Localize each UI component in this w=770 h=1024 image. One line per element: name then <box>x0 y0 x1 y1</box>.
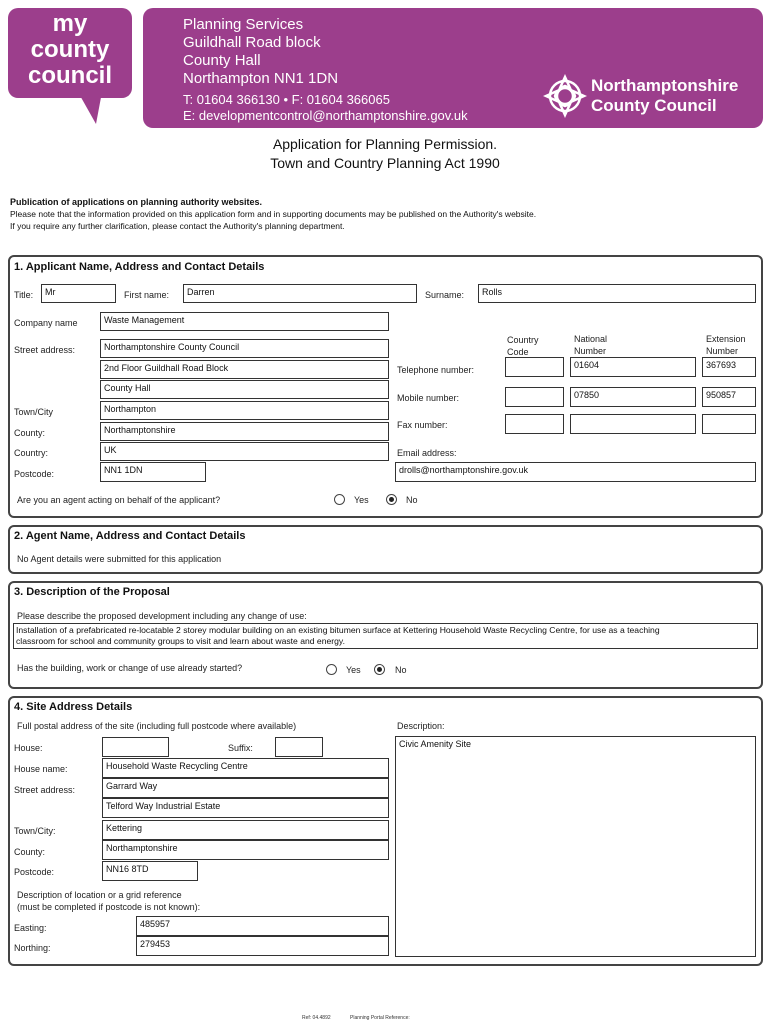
town-label: Town/City <box>14 407 54 417</box>
house-field[interactable] <box>102 737 169 757</box>
postcode-label: Postcode: <box>14 469 55 479</box>
started-question: Has the building, work or change of use already started? <box>17 663 243 673</box>
logo-text-line: my <box>52 10 88 37</box>
site-postcode-label: Postcode: <box>14 867 55 877</box>
first-name-label: First name: <box>124 290 170 300</box>
started-yes-label: Yes <box>346 665 361 675</box>
easting-label: Easting: <box>14 923 47 933</box>
site-description-field[interactable]: Civic Amenity Site <box>395 736 756 957</box>
section-title: 1. Applicant Name, Address and Contact Details <box>14 261 265 273</box>
house-name-field[interactable]: Household Waste Recycling Centre <box>102 758 389 778</box>
proposal-description-field[interactable] <box>13 623 758 649</box>
northing-field[interactable]: 279453 <box>136 936 389 956</box>
tel-country-field[interactable] <box>505 357 564 377</box>
agent-details-note: No Agent details were submitted for this application <box>17 554 222 564</box>
mob-national-field[interactable]: 07850 <box>570 387 696 407</box>
footer-ref: Ref: 04.4892 <box>302 1015 331 1021</box>
street-field[interactable]: County Hall <box>100 380 389 399</box>
title-field[interactable]: Mr <box>41 284 116 303</box>
site-street-label: Street address: <box>14 785 76 795</box>
fax-label: Fax number: <box>397 420 448 430</box>
started-yes-radio[interactable] <box>326 664 337 675</box>
fax-national-field[interactable] <box>570 414 696 434</box>
mobile-label: Mobile number: <box>397 393 460 403</box>
col-extension-number: Extension Number <box>706 334 746 356</box>
street-label: Street address: <box>14 345 76 355</box>
company-label: Company name <box>14 318 78 328</box>
suffix-label: Suffix: <box>228 743 253 753</box>
proposal-line: Installation of a prefabricated re-locatable 2 storey modular building on an existing bitumen surface at Kettering Household Waste Recycling Centre, for use as a teaching <box>16 625 660 635</box>
footer-portal-ref: Planning Portal Reference: <box>350 1015 410 1021</box>
fax-country-field[interactable] <box>505 414 564 434</box>
site-postcode-field[interactable]: NN16 8TD <box>102 861 198 881</box>
fax-extension-field[interactable] <box>702 414 756 434</box>
site-street-field[interactable]: Garrard Way <box>102 778 389 798</box>
contact-email: E: developmentcontrol@northamptonshire.gov.uk <box>183 108 468 123</box>
mob-country-field[interactable] <box>505 387 564 407</box>
notice-line: Please note that the information provided on this application form and in supporting documents may be published on the Authority's website. <box>10 209 537 219</box>
surname-label: Surname: <box>425 290 465 300</box>
address-line: Planning Services <box>183 16 304 33</box>
mob-extension-field[interactable]: 950857 <box>702 387 756 407</box>
first-name-field[interactable]: Darren <box>183 284 417 303</box>
easting-field[interactable]: 485957 <box>136 916 389 936</box>
tel-national-field[interactable]: 01604 <box>570 357 696 377</box>
agent-no-label: No <box>406 495 418 505</box>
logo-text-line: council <box>27 62 112 89</box>
title-label: Title: <box>14 290 34 300</box>
country-field[interactable]: UK <box>100 442 389 461</box>
house-label: House: <box>14 743 43 753</box>
email-field[interactable]: drolls@northamptonshire.gov.uk <box>395 462 756 482</box>
site-description-label: Description: <box>397 721 445 731</box>
tel-extension-field[interactable]: 367693 <box>702 357 756 377</box>
started-no-label: No <box>395 665 407 675</box>
phone-fax: T: 01604 366130 • F: 01604 366065 <box>183 92 390 107</box>
site-county-label: County: <box>14 847 46 857</box>
surname-field[interactable]: Rolls <box>478 284 756 303</box>
header-banner <box>143 8 763 128</box>
form-subtitle: Town and Country Planning Act 1990 <box>270 155 500 171</box>
county-field[interactable]: Northamptonshire <box>100 422 389 441</box>
logo-text-line: county <box>30 36 110 63</box>
logo-speech-tail <box>78 92 102 124</box>
agent-no-radio[interactable] <box>386 494 397 505</box>
telephone-label: Telephone number: <box>397 365 475 375</box>
site-county-field[interactable]: Northamptonshire <box>102 840 389 860</box>
company-field[interactable]: Waste Management <box>100 312 389 331</box>
email-label: Email address: <box>397 448 457 458</box>
agent-question: Are you an agent acting on behalf of the applicant? <box>17 495 221 505</box>
site-town-label: Town/City: <box>14 826 56 836</box>
section-title: 2. Agent Name, Address and Contact Details <box>14 530 246 542</box>
proposal-prompt: Please describe the proposed development including any change of use: <box>17 611 307 621</box>
agent-yes-radio[interactable] <box>334 494 345 505</box>
org-name-line1: Northamptonshire <box>591 76 739 95</box>
col-country-code: Country Code <box>507 335 539 357</box>
address-line: Guildhall Road block <box>183 34 321 51</box>
started-no-radio[interactable] <box>374 664 385 675</box>
notice-heading: Publication of applications on planning authority websites. <box>10 197 263 207</box>
site-street-field[interactable]: Telford Way Industrial Estate <box>102 798 389 818</box>
address-line: County Hall <box>183 52 261 69</box>
location-note: (must be completed if postcode is not known): <box>17 902 201 912</box>
rose-emblem-icon <box>543 74 587 118</box>
site-town-field[interactable]: Kettering <box>102 820 389 840</box>
section-title: 3. Description of the Proposal <box>14 586 170 598</box>
org-name-line2: County Council <box>591 96 717 115</box>
notice-line: If you require any further clarification, please contact the Authority's planning department. <box>10 221 345 231</box>
section-title: 4. Site Address Details <box>14 701 133 713</box>
street-field[interactable]: 2nd Floor Guildhall Road Block <box>100 360 389 379</box>
northing-label: Northing: <box>14 943 51 953</box>
town-field[interactable]: Northampton <box>100 401 389 420</box>
location-note: Description of location or a grid reference <box>17 890 182 900</box>
county-label: County: <box>14 428 46 438</box>
country-label: Country: <box>14 448 49 458</box>
form-title: Application for Planning Permission. <box>272 136 498 152</box>
street-field[interactable]: Northamptonshire County Council <box>100 339 389 358</box>
address-line: Northampton NN1 1DN <box>183 70 339 87</box>
house-name-label: House name: <box>14 764 68 774</box>
full-address-label: Full postal address of the site (including full postcode where available) <box>17 721 297 731</box>
col-national-number: National Number <box>574 334 608 356</box>
proposal-line: classroom for school and community groups to visit and learn about waste and energy. <box>16 636 345 646</box>
council-logo <box>8 8 132 98</box>
suffix-field[interactable] <box>275 737 323 757</box>
agent-yes-label: Yes <box>354 495 369 505</box>
postcode-field[interactable]: NN1 1DN <box>100 462 206 482</box>
